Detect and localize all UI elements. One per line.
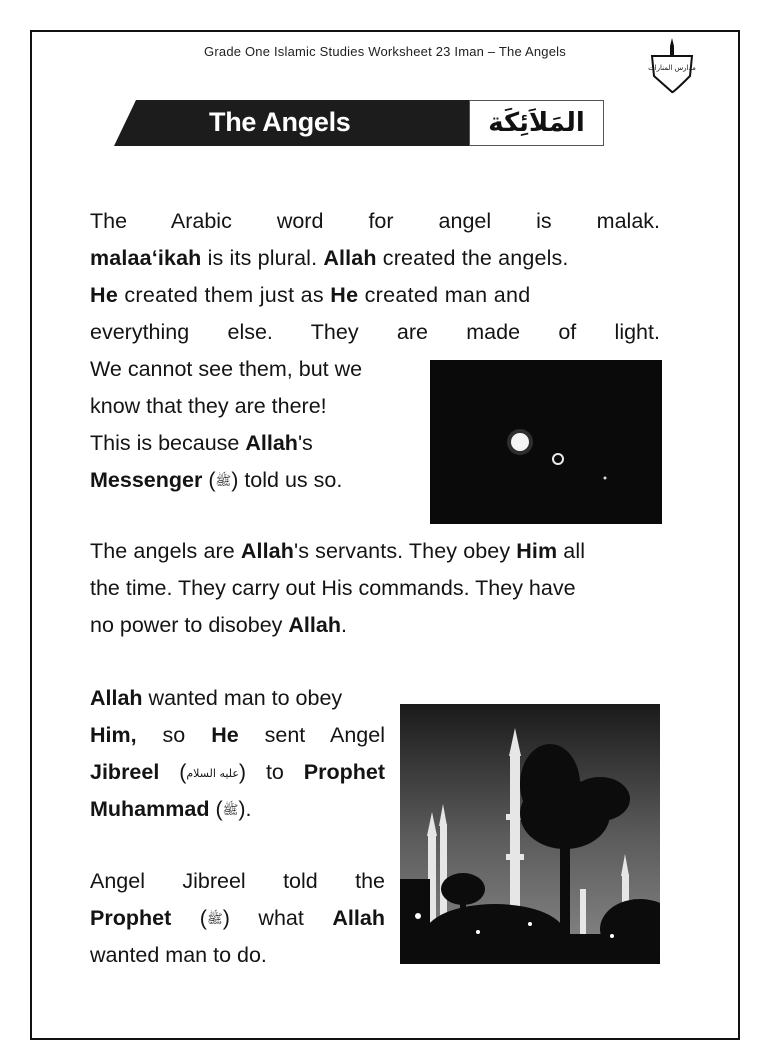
arabic-title: المَلاَئِكَة: [469, 100, 604, 146]
text-line: everything else. They are made of light.: [90, 320, 660, 344]
text-line: We cannot see them, but we: [90, 357, 363, 381]
text-line: He created them just as He created man and: [90, 283, 531, 307]
logo-text: مدارس المنارات: [648, 64, 696, 72]
worksheet-header: Grade One Islamic Studies Worksheet 23 Iman – The Angels: [204, 44, 566, 59]
text-line: Allah wanted man to obey: [90, 686, 343, 710]
text-line: The Arabic word for angel is malak.: [90, 209, 660, 233]
as-honorific-icon: عليه السلام: [186, 766, 239, 780]
text-line: The angels are Allah's servants. They obey Him all: [90, 539, 586, 563]
text-line: Angel Jibreel told the: [90, 869, 385, 893]
text-line: the time. They carry out His commands. They have: [90, 576, 576, 600]
paragraph-prophet: [90, 863, 385, 974]
text-line: This is because Allah's: [90, 431, 313, 455]
paragraph-jibreel: [90, 680, 385, 828]
mosque-minarets-night-image: [400, 704, 660, 964]
text-line: know that they are there!: [90, 394, 327, 418]
text-line: Jibreel (عليه السلام) to Prophet: [90, 760, 385, 784]
text-line: malaa‘ikah is its plural. Allah created the angels.: [90, 246, 569, 270]
school-crest-icon: [648, 36, 696, 94]
text-line: wanted man to do.: [90, 943, 267, 967]
text-line: Messenger (ﷺ) told us so.: [90, 468, 343, 492]
page-title: The Angels: [209, 107, 351, 137]
text-line: Him, so He sent Angel: [90, 723, 385, 747]
title-banner: [114, 100, 604, 146]
text-line: Prophet (ﷺ) what Allah: [90, 906, 385, 930]
text-line: Muhammad (ﷺ).: [90, 797, 252, 821]
pbuh-honorific-icon: ﷺ: [222, 802, 239, 818]
paragraph-servants: [90, 533, 660, 644]
pbuh-honorific-icon: ﷺ: [215, 473, 232, 489]
night-sky-lights-image: [430, 360, 662, 524]
pbuh-honorific-icon: ﷺ: [206, 911, 223, 927]
text-line: no power to disobey Allah.: [90, 613, 347, 637]
